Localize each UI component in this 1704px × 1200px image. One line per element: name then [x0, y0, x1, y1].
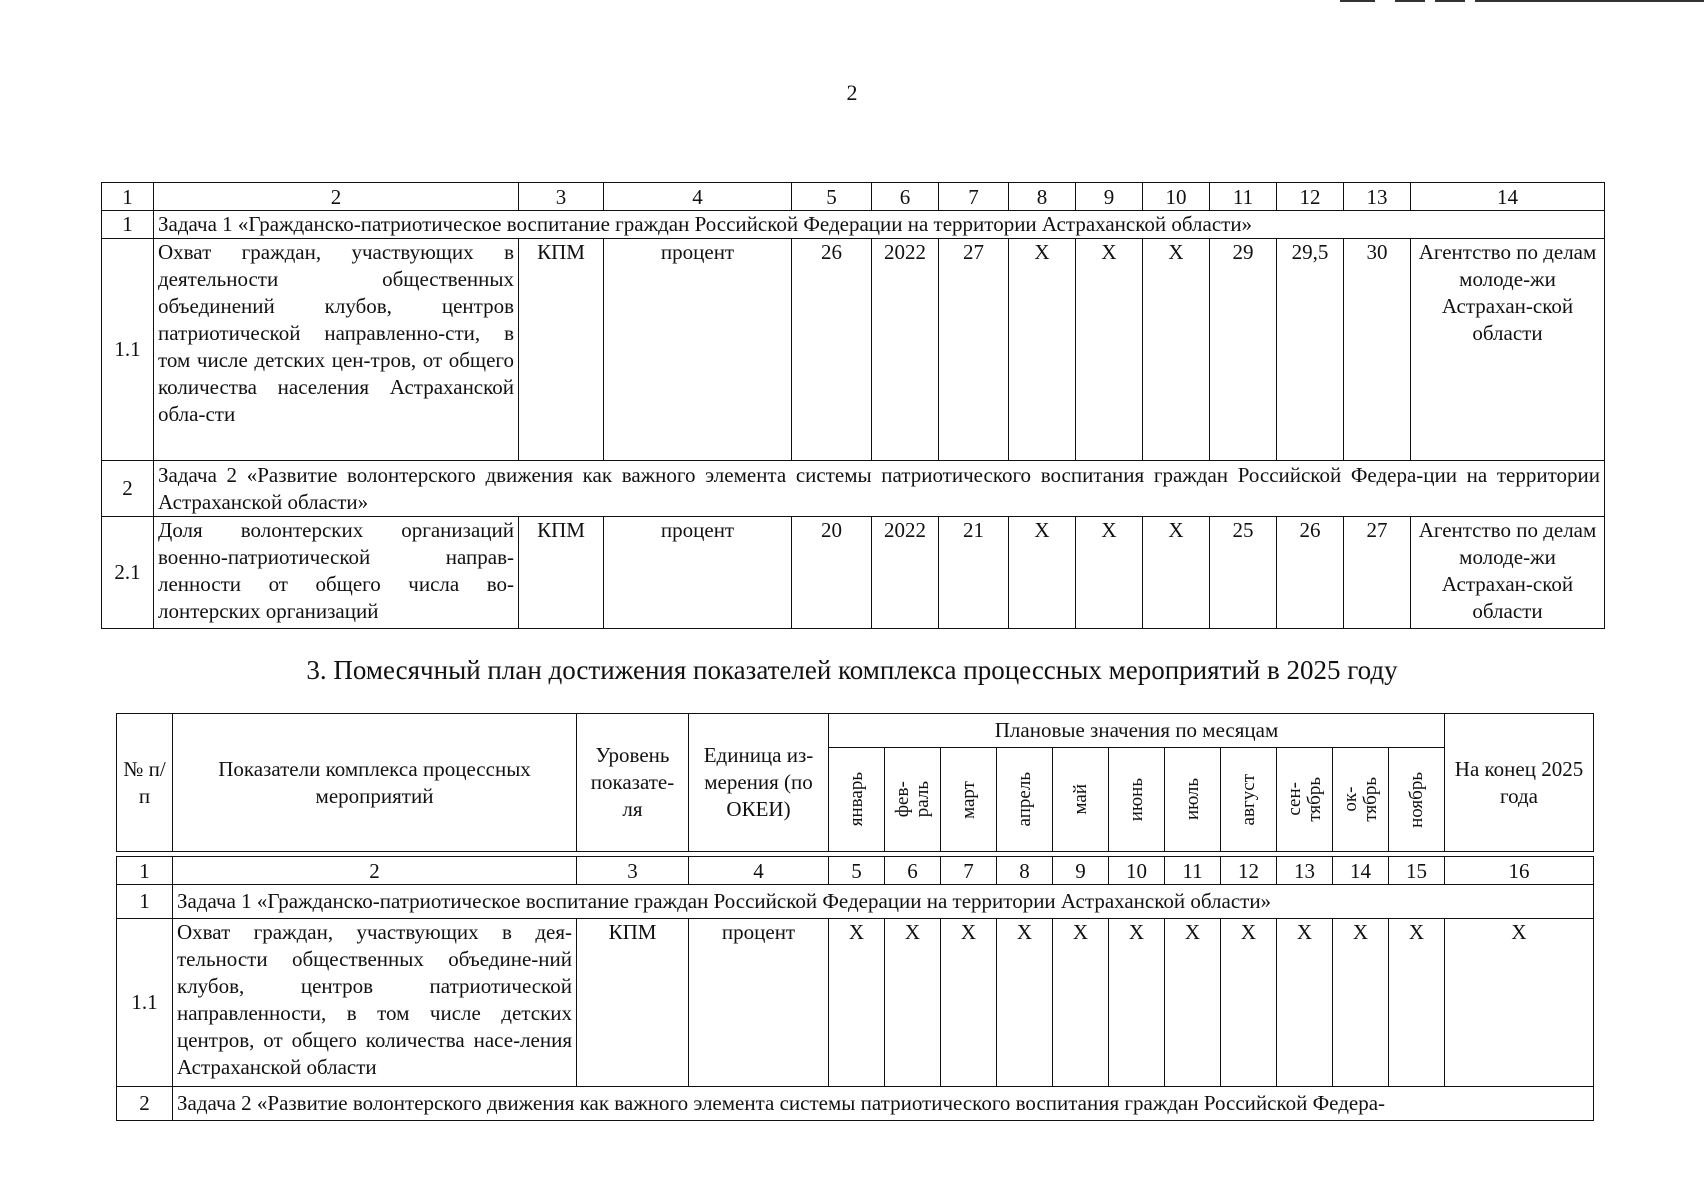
value-cell: 30: [1344, 239, 1411, 461]
column-number: 4: [689, 857, 829, 885]
column-number: 3: [519, 183, 604, 211]
column-number: 8: [1009, 183, 1076, 211]
value-cell: 29,5: [1277, 239, 1344, 461]
header-row: [117, 714, 1594, 748]
column-number: 9: [1076, 183, 1143, 211]
task-row: [102, 211, 1605, 239]
value-cell: Х: [1143, 239, 1210, 461]
month-header: август: [1237, 773, 1259, 826]
column-number: 6: [885, 857, 941, 885]
value-cell: Х: [1076, 517, 1143, 629]
column-number: 1: [117, 857, 173, 885]
top-edge-line: [1475, 0, 1704, 2]
column-number: 3: [577, 857, 689, 885]
month-value: Х: [1277, 919, 1333, 1087]
column-number: 9: [1053, 857, 1109, 885]
month-value: Х: [1109, 919, 1165, 1087]
indicator-unit: процент: [604, 239, 792, 461]
top-edge-line: [1395, 0, 1425, 2]
month-header: май: [1069, 784, 1091, 815]
table-row: [102, 239, 1605, 461]
monthly-plan-table: [116, 713, 1594, 1121]
responsible-body: Агентство по делам молоде-жи Астрахан-ской области: [1411, 517, 1605, 629]
column-number: 1: [102, 183, 154, 211]
column-numbers-row: [117, 857, 1594, 885]
indicator-name: Доля волонтерских организаций военно-патриотической направ-ленности от общего числа во-лонтерских организаций: [154, 517, 519, 629]
value-cell: 29: [1210, 239, 1277, 461]
task-number: 2: [117, 1087, 173, 1121]
column-number: 12: [1221, 857, 1277, 885]
value-cell: Х: [1143, 517, 1210, 629]
column-number: 11: [1210, 183, 1277, 211]
column-number: 8: [997, 857, 1053, 885]
base-year: 2022: [872, 239, 939, 461]
month-header: март: [957, 780, 979, 819]
column-number: 5: [792, 183, 872, 211]
header-monthly-plan: Плановые значения по месяцам: [829, 714, 1445, 748]
header-indicator-name: Показатели комплекса процессных мероприятий: [173, 714, 577, 852]
header-unit: Единица из-мерения (по ОКЕИ): [689, 714, 829, 852]
column-number: 2: [173, 857, 577, 885]
column-number: 6: [872, 183, 939, 211]
month-header: июнь: [1125, 777, 1147, 822]
value-cell: 26: [1277, 517, 1344, 629]
column-number: 10: [1109, 857, 1165, 885]
column-number: 12: [1277, 183, 1344, 211]
table-row: [102, 517, 1605, 629]
value-cell: Х: [1009, 517, 1076, 629]
end-of-year-value: Х: [1445, 919, 1594, 1087]
column-number: 16: [1445, 857, 1594, 885]
month-header: фев- раль: [891, 781, 933, 818]
indicator-level: КПМ: [519, 517, 604, 629]
header-end-of-year: На конец 2025 года: [1445, 714, 1594, 852]
month-value: Х: [1221, 919, 1277, 1087]
base-year: 2022: [872, 517, 939, 629]
task-title: Задача 1 «Гражданско-патриотическое воспитание граждан Российской Федерации на территории Астраханской области»: [154, 211, 1605, 239]
task-number: 2: [102, 461, 154, 517]
month-header: июль: [1181, 778, 1203, 821]
indicator-level: КПМ: [519, 239, 604, 461]
indicator-unit: процент: [604, 517, 792, 629]
task-title: Задача 2 «Развитие волонтерского движения как важного элемента системы патриотического воспитания граждан Российской Федера-: [173, 1087, 1594, 1121]
indicator-unit: процент: [689, 919, 829, 1087]
column-number: 13: [1277, 857, 1333, 885]
column-numbers-row: [102, 183, 1605, 211]
header-row-number: № п/п: [117, 714, 173, 852]
month-value: Х: [997, 919, 1053, 1087]
task-row: [117, 885, 1594, 919]
task-number: 1: [117, 885, 173, 919]
page-number: 2: [846, 80, 858, 105]
base-value: 20: [792, 517, 872, 629]
task-row: [102, 461, 1605, 517]
table-row: [117, 919, 1594, 1087]
column-number: 14: [1333, 857, 1389, 885]
month-value: Х: [1333, 919, 1389, 1087]
row-number: 2.1: [102, 517, 154, 629]
row-number: 1.1: [102, 239, 154, 461]
month-header: сен- тябрь: [1283, 777, 1325, 822]
month-value: Х: [941, 919, 997, 1087]
column-number: 4: [604, 183, 792, 211]
month-header: апрель: [1013, 772, 1035, 827]
row-number: 1.1: [117, 919, 173, 1087]
column-number: 11: [1165, 857, 1221, 885]
responsible-body: Агентство по делам молоде-жи Астрахан-ской области: [1411, 239, 1605, 461]
month-value: Х: [1053, 919, 1109, 1087]
header-level: Уровень показате-ля: [577, 714, 689, 852]
top-edge-line: [1340, 0, 1375, 2]
value-cell: 27: [1344, 517, 1411, 629]
section-title: 3. Помесячный план достижения показателей комплекса процессных мероприятий в 2025 году: [306, 655, 1398, 685]
task-number: 1: [102, 211, 154, 239]
month-value: Х: [1389, 919, 1445, 1087]
month-header: январь: [845, 772, 867, 827]
value-cell: 27: [939, 239, 1009, 461]
indicators-table: [101, 182, 1605, 629]
column-number: 7: [941, 857, 997, 885]
month-header: ноябрь: [1405, 771, 1427, 828]
month-value: Х: [885, 919, 941, 1087]
column-number: 5: [829, 857, 885, 885]
indicator-name: Охват граждан, участвующих в дея-тельности общественных объедине-ний клубов, центров патриотической направленности, в том числе детских центров, от общего количества насе-ления Астраханской области: [173, 919, 577, 1087]
value-cell: 25: [1210, 517, 1277, 629]
column-number: 15: [1389, 857, 1445, 885]
task-title: Задача 1 «Гражданско-патриотическое воспитание граждан Российской Федерации на территории Астраханской области»: [173, 885, 1594, 919]
top-edge-line: [1435, 0, 1465, 2]
month-header: ок- тябрь: [1339, 777, 1381, 822]
value-cell: 21: [939, 517, 1009, 629]
column-number: 13: [1344, 183, 1411, 211]
indicator-level: КПМ: [577, 919, 689, 1087]
base-value: 26: [792, 239, 872, 461]
value-cell: Х: [1076, 239, 1143, 461]
month-value: Х: [1165, 919, 1221, 1087]
column-number: 10: [1143, 183, 1210, 211]
task-title: Задача 2 «Развитие волонтерского движения как важного элемента системы патриотического воспитания граждан Российской Федера-ции на территории Астраханской области»: [154, 461, 1605, 517]
column-number: 2: [154, 183, 519, 211]
column-number: 14: [1411, 183, 1605, 211]
task-row: [117, 1087, 1594, 1121]
month-value: Х: [829, 919, 885, 1087]
indicator-name: Охват граждан, участвующих в деятельности общественных объединений клубов, центров патриотической направленно-сти, в том числе детских цен-тров, от общего количества населения Астраханской обла-сти: [154, 239, 519, 461]
value-cell: Х: [1009, 239, 1076, 461]
column-number: 7: [939, 183, 1009, 211]
